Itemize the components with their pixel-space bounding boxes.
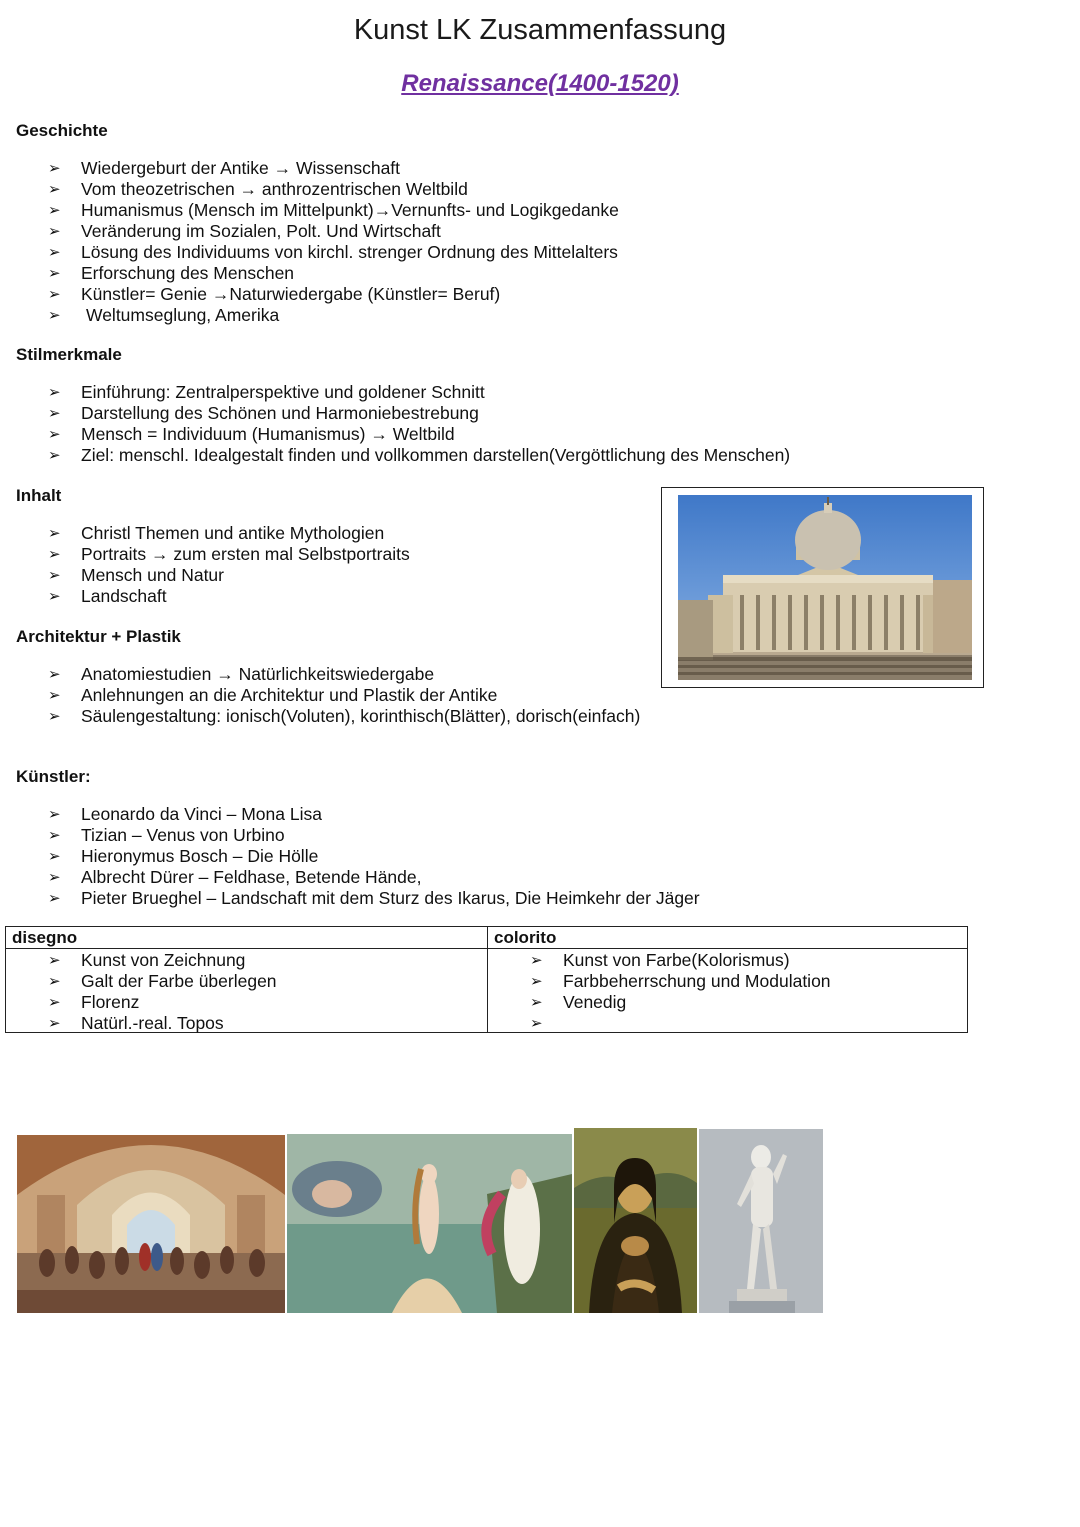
arrow-bullet-icon: ➢	[48, 827, 61, 844]
list-item	[48, 242, 619, 263]
list-item	[48, 950, 529, 971]
list-item	[48, 804, 700, 825]
mona-lisa-painting	[574, 1128, 697, 1313]
list-item-text: Mensch = Individuum (Humanismus) → Weltbild	[81, 424, 455, 444]
st-peters-basilica-frame	[661, 487, 984, 688]
list-item	[48, 284, 619, 305]
arrow-bullet-icon: ➢	[48, 307, 61, 324]
arrow-bullet-icon: ➢	[48, 525, 61, 542]
list-item	[48, 382, 790, 403]
list-item	[48, 685, 640, 706]
list-item-text: Säulengestaltung: ionisch(Voluten), korinthisch(Blätter), dorisch(einfach)	[81, 706, 641, 726]
list-item-text: Darstellung des Schönen und Harmoniebestrebung	[81, 403, 479, 423]
list-item-text: Florenz	[81, 992, 140, 1012]
arrow-bullet-icon: ➢	[48, 588, 61, 605]
stilmerkmale-list	[48, 382, 790, 466]
list-item-text: Humanismus (Mensch im Mittelpunkt)→Vernunfts- und Logikgedanke	[81, 200, 619, 220]
arrow-bullet-icon: ➢	[48, 848, 61, 865]
geschichte-list	[48, 158, 619, 326]
page-subtitle: Renaissance(1400-1520)	[401, 70, 679, 97]
section-heading-architektur: Architektur + Plastik	[16, 627, 181, 646]
disegno-column	[6, 927, 488, 1032]
arrow-bullet-icon: ➢	[48, 265, 61, 282]
list-item-text: Natürl.-real. Topos	[81, 1013, 224, 1033]
list-item	[530, 971, 1009, 992]
arrow-bullet-icon: ➢	[48, 181, 61, 198]
arrow-bullet-icon: ➢	[48, 244, 61, 261]
list-item-text: Tizian – Venus von Urbino	[81, 825, 285, 845]
arrow-bullet-icon: ➢	[48, 405, 61, 422]
list-item-text: Leonardo da Vinci – Mona Lisa	[81, 804, 322, 824]
list-item	[530, 950, 1009, 971]
list-item	[48, 221, 619, 242]
arrow-bullet-icon: ➢	[48, 666, 61, 683]
list-item	[48, 1013, 529, 1034]
arrow-bullet-icon: ➢	[48, 223, 61, 240]
list-item	[48, 179, 619, 200]
colorito-column	[488, 927, 967, 1032]
arrow-bullet-icon: ➢	[530, 994, 543, 1011]
birth-of-venus-illustration	[287, 1134, 572, 1313]
arrow-bullet-icon: ➢	[48, 567, 61, 584]
arrow-bullet-icon: ➢	[48, 806, 61, 823]
list-item-text: Anlehnungen an die Architektur und Plastik der Antike	[81, 685, 498, 705]
arrow-bullet-icon: ➢	[48, 426, 61, 443]
section-heading-inhalt: Inhalt	[16, 486, 62, 505]
disegno-heading: disegno	[6, 927, 487, 949]
section-heading-kuenstler: Künstler:	[16, 767, 91, 786]
list-item	[48, 706, 640, 727]
list-item-text: Veränderung im Sozialen, Polt. Und Wirtschaft	[81, 221, 441, 241]
list-item-text: Hieronymus Bosch – Die Hölle	[81, 846, 319, 866]
arrow-bullet-icon: ➢	[530, 1015, 543, 1032]
list-item	[48, 992, 529, 1013]
list-item-text: Farbbeherrschung und Modulation	[563, 971, 831, 991]
list-item-text: Kunst von Farbe(Kolorismus)	[563, 950, 790, 970]
arrow-bullet-icon: ➢	[48, 160, 61, 177]
arrow-bullet-icon: ➢	[530, 952, 543, 969]
kuenstler-list	[48, 804, 700, 909]
list-item	[48, 523, 410, 544]
arrow-bullet-icon: ➢	[48, 890, 61, 907]
arrow-bullet-icon: ➢	[48, 447, 61, 464]
arrow-bullet-icon: ➢	[48, 952, 61, 969]
list-item-text: Weltumseglung, Amerika	[86, 305, 280, 325]
arrow-bullet-icon: ➢	[48, 286, 61, 303]
list-item-text: Mensch und Natur	[81, 565, 224, 585]
arrow-bullet-icon: ➢	[530, 973, 543, 990]
list-item	[48, 445, 790, 466]
list-item	[48, 825, 700, 846]
arrow-bullet-icon: ➢	[48, 384, 61, 401]
list-item-text: Einführung: Zentralperspektive und goldener Schnitt	[81, 382, 485, 402]
list-item	[48, 544, 410, 565]
birth-of-venus-painting	[287, 1134, 572, 1313]
list-item	[530, 992, 1009, 1013]
list-item	[48, 971, 529, 992]
mona-lisa-illustration	[574, 1128, 697, 1313]
list-item-text: Ziel: menschl. Idealgestalt finden und vollkommen darstellen(Vergöttlichung des Menschen)	[81, 445, 791, 465]
disegno-colorito-table	[5, 926, 968, 1033]
school-of-athens-painting	[17, 1135, 285, 1313]
architektur-list	[48, 664, 640, 727]
colorito-heading: colorito	[488, 927, 967, 949]
list-item-text: Wiedergeburt der Antike → Wissenschaft	[81, 158, 401, 178]
list-item-text: Lösung des Individuums von kirchl. strenger Ordnung des Mittelalters	[81, 242, 618, 262]
st-peters-basilica-photo	[678, 495, 972, 680]
list-item-text: Portraits → zum ersten mal Selbstportraits	[81, 544, 410, 564]
list-item-text: Künstler= Genie →Naturwiedergabe (Künstler= Beruf)	[81, 284, 501, 304]
list-item	[48, 565, 410, 586]
list-item-text: Landschaft	[81, 586, 167, 606]
school-of-athens-illustration	[17, 1135, 285, 1313]
arrow-bullet-icon: ➢	[48, 687, 61, 704]
section-heading-geschichte: Geschichte	[16, 121, 108, 140]
list-item	[530, 1013, 1009, 1034]
list-item-text: Kunst von Zeichnung	[81, 950, 246, 970]
section-heading-stilmerkmale: Stilmerkmale	[16, 345, 122, 364]
list-item	[48, 263, 619, 284]
list-item	[48, 664, 640, 685]
list-item	[48, 888, 700, 909]
list-item	[48, 403, 790, 424]
st-peters-basilica-illustration	[678, 495, 972, 680]
david-statue-photo	[699, 1129, 823, 1313]
list-item-text: Christl Themen und antike Mythologien	[81, 523, 385, 543]
inhalt-list	[48, 523, 410, 607]
list-item-text: Pieter Brueghel – Landschaft mit dem Sturz des Ikarus, Die Heimkehr der Jäger	[81, 888, 700, 908]
page-title: Kunst LK Zusammenfassung	[353, 14, 727, 46]
arrow-bullet-icon: ➢	[48, 994, 61, 1011]
list-item-text: Anatomiestudien → Natürlichkeitswiedergabe	[81, 664, 435, 684]
disegno-list	[48, 950, 529, 1034]
arrow-bullet-icon: ➢	[48, 973, 61, 990]
arrow-bullet-icon: ➢	[48, 1015, 61, 1032]
arrow-bullet-icon: ➢	[48, 708, 61, 725]
arrow-bullet-icon: ➢	[48, 546, 61, 563]
colorito-list	[530, 950, 1009, 1034]
list-item-text: Albrecht Dürer – Feldhase, Betende Hände,	[81, 867, 422, 887]
list-item	[48, 867, 700, 888]
list-item	[48, 200, 619, 221]
list-item-text: Galt der Farbe überlegen	[81, 971, 277, 991]
list-item-text: Erforschung des Menschen	[81, 263, 295, 283]
arrow-bullet-icon: ➢	[48, 202, 61, 219]
david-statue-illustration	[699, 1129, 823, 1313]
list-item	[48, 158, 619, 179]
arrow-bullet-icon: ➢	[48, 869, 61, 886]
list-item	[48, 586, 410, 607]
list-item	[48, 846, 700, 867]
list-item-text: Venedig	[563, 992, 627, 1012]
list-item	[48, 424, 790, 445]
list-item-text: Vom theozetrischen → anthrozentrischen Weltbild	[81, 179, 468, 199]
list-item	[48, 305, 619, 326]
